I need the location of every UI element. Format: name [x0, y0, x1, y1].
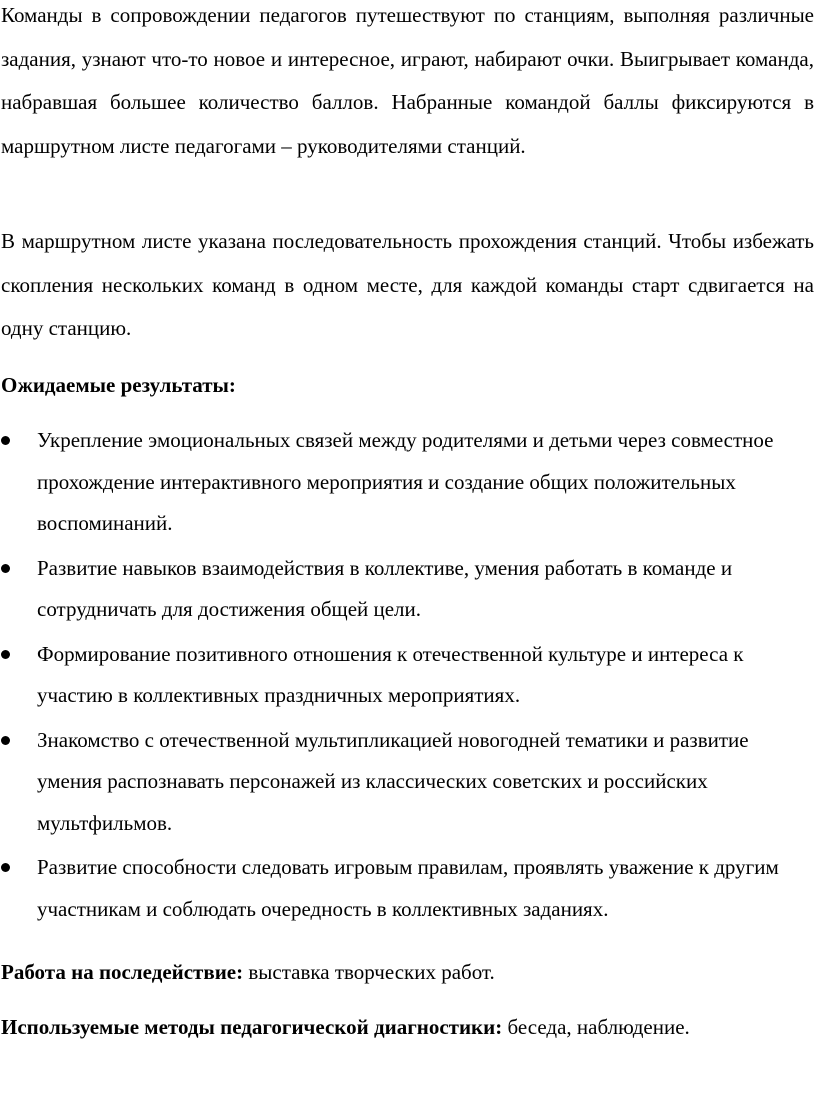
aftercare-line: [1, 952, 495, 992]
diagnostics-text: беседа, наблюдение.: [502, 1015, 690, 1039]
results-heading: Ожидаемые результаты:: [1, 373, 236, 397]
list-item-text: Развитие способности следовать игровым правилам, проявлять уважение к другим участникам и соблюдать очередность в коллективных заданиях.: [37, 855, 779, 921]
list-item: [0, 847, 816, 930]
aftercare-text: выставка творческих работ.: [243, 960, 495, 984]
list-item-text: Знакомство с отечественной мультипликацией новогодней тематики и развитие умения распознавать персонажей из классических советских и российских мультфильмов.: [37, 727, 749, 835]
bullet-icon: [1, 436, 10, 445]
paragraph-route-sheet: В маршрутном листе указана последовательность прохождения станций. Чтобы избежать скопления нескольких команд в одном месте, для каждой команды старт сдвигается на одну станцию.: [1, 229, 814, 340]
bullet-icon: [1, 736, 10, 745]
diagnostics-label: Используемые методы педагогической диагностики:: [1, 1015, 503, 1039]
list-item-text: Укрепление эмоциональных связей между родителями и детьми через совместное прохождение интерактивного мероприятия и создание общих положительных воспоминаний.: [37, 428, 774, 535]
aftercare-label: Работа на последействие:: [1, 960, 244, 984]
bullet-icon: [1, 564, 10, 573]
bullet-icon: [1, 650, 10, 659]
list-item-text: Формирование позитивного отношения к отечественной культуре и интереса к участию в коллективных праздничных мероприятиях.: [37, 641, 744, 707]
list-item: [0, 634, 816, 717]
list-item-text: Развитие навыков взаимодействия в коллективе, умения работать в команде и сотрудничать для достижения общей цели.: [37, 555, 733, 621]
list-item: [0, 420, 816, 545]
list-item: [0, 548, 816, 631]
paragraph-stations: Команды в сопровождении педагогов путешествуют по станциям, выполняя различные задания, узнают что-то новое и интересное, играют, набирают очки. Выигрывает команда, набравшая большее количество баллов. Набранные командой баллы фиксируются в маршрутном листе педагогами – руководителями станций.: [1, 3, 814, 158]
results-list: [0, 420, 816, 933]
diagnostics-line: [1, 1007, 690, 1047]
list-item: [0, 720, 816, 845]
bullet-icon: [1, 863, 10, 872]
